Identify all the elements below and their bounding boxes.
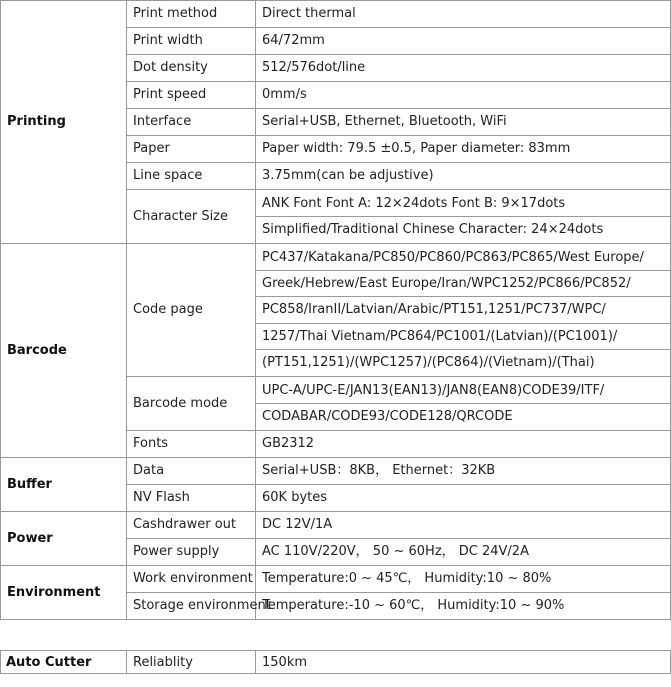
value-line: UPC-A/UPC-E/JAN13(EAN13)/JAN8(EAN8)CODE39/ITF/ [256, 378, 670, 404]
footer-table [0, 650, 671, 674]
value-line: PC858/IranII/Latvian/Arabic/PT151,1251/PC737/WPC/ [256, 297, 670, 323]
value-line: 1257/Thai Vietnam/PC864/PC1001/(Latvian)/(PC1001)/ [256, 324, 670, 350]
category-cell: Printing [1, 1, 127, 244]
value-cell: Paper width: 79.5 ±0.5, Paper diameter: 83mm [256, 136, 671, 163]
category-cell: Power [1, 512, 127, 566]
item-cell: NV Flash [127, 485, 256, 512]
item-cell: Storage environment [127, 593, 256, 620]
value-cell: 512/576dot/line [256, 55, 671, 82]
value-line: Simplified/Traditional Chinese Character: 24×24dots [262, 222, 604, 237]
item-cell: Print method [127, 1, 256, 28]
item-cell: Dot density [127, 55, 256, 82]
value-cell: Temperature:-10 ~ 60℃， Humidity:10 ~ 90% [256, 593, 671, 620]
category-cell: Environment [1, 566, 127, 620]
value-cell: 150km [256, 651, 671, 674]
item-cell: Line space [127, 163, 256, 190]
item-cell: Barcode mode [127, 377, 256, 431]
category-cell: Buffer [1, 458, 127, 512]
value-cell: 64/72mm [256, 28, 671, 55]
value-cell: 60K bytes [256, 485, 671, 512]
item-cell: Code page [127, 244, 256, 377]
value-line: (PT151,1251)/(WPC1257)/(PC864)/(Vietnam)/(Thai) [262, 355, 595, 371]
value-line: PC437/Katakana/PC850/PC860/PC863/PC865/West Europe/ [256, 245, 670, 271]
item-cell: Print speed [127, 82, 256, 109]
table-row [1, 1, 671, 28]
value-line: CODABAR/CODE93/CODE128/QRCODE [262, 409, 513, 424]
value-cell: AC 110V/220V， 50 ~ 60Hz， DC 24V/2A [256, 539, 671, 566]
table-row [1, 512, 671, 539]
value-line: Greek/Hebrew/East Europe/Iran/WPC1252/PC866/PC852/ [256, 271, 670, 297]
table-row [1, 651, 671, 674]
category-cell: Auto Cutter [1, 651, 127, 674]
item-cell: Character Size [127, 190, 256, 244]
item-cell: Power supply [127, 539, 256, 566]
value-cell: 3.75mm(can be adjustive) [256, 163, 671, 190]
value-line: ANK Font Font A: 12×24dots Font B: 9×17dots [256, 191, 670, 217]
item-cell: Data [127, 458, 256, 485]
item-cell: Cashdrawer out [127, 512, 256, 539]
value-cell: Serial+USB, Ethernet, Bluetooth, WiFi [256, 109, 671, 136]
value-cell: 0mm/s [256, 82, 671, 109]
item-cell: Reliablity [127, 651, 256, 674]
category-cell: Barcode [1, 244, 127, 458]
item-cell: Interface [127, 109, 256, 136]
value-cell: Serial+USB：8KB， Ethernet：32KB [256, 458, 671, 485]
value-cell: DC 12V/1A [256, 512, 671, 539]
value-cell: GB2312 [256, 431, 671, 458]
value-cell: Temperature:0 ~ 45℃， Humidity:10 ~ 80% [256, 566, 671, 593]
value-cell: Direct thermal [256, 1, 671, 28]
item-cell: Print width [127, 28, 256, 55]
table-row [1, 566, 671, 593]
value-cell [256, 377, 671, 431]
value-cell [256, 190, 671, 244]
item-cell: Paper [127, 136, 256, 163]
value-cell [256, 244, 671, 377]
item-cell: Fonts [127, 431, 256, 458]
item-cell: Work environment [127, 566, 256, 593]
table-row [1, 244, 671, 377]
table-row [1, 458, 671, 485]
